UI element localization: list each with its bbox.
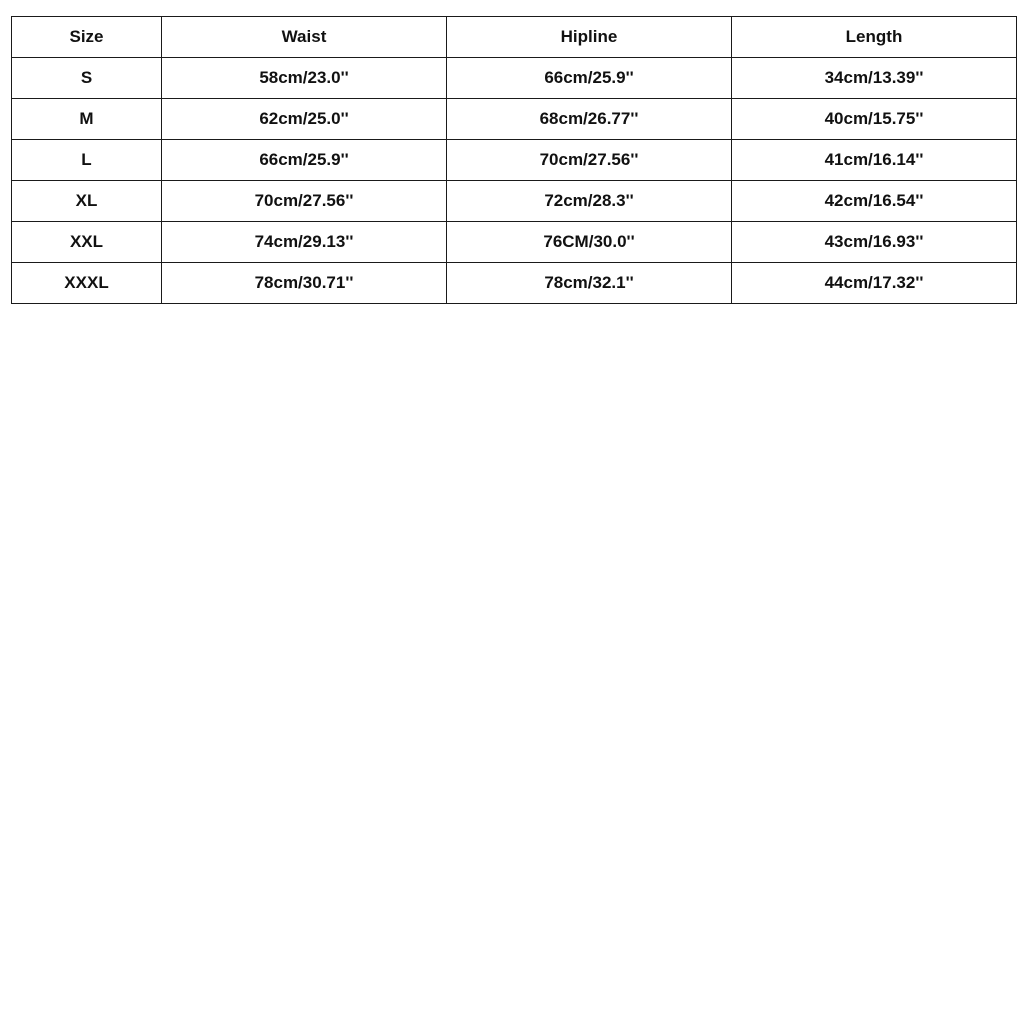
size-chart-table	[11, 16, 1017, 304]
size-cell: XXL	[12, 222, 162, 263]
hipline-cell: 66cm/25.9''	[447, 58, 732, 99]
size-cell: L	[12, 140, 162, 181]
hipline-cell: 68cm/26.77''	[447, 99, 732, 140]
size-cell: XXXL	[12, 263, 162, 304]
hipline-cell: 72cm/28.3''	[447, 181, 732, 222]
waist-cell: 70cm/27.56''	[162, 181, 447, 222]
table-row	[12, 222, 1017, 263]
length-cell: 41cm/16.14''	[732, 140, 1017, 181]
header-length: Length	[732, 17, 1017, 58]
waist-cell: 78cm/30.71''	[162, 263, 447, 304]
waist-cell: 74cm/29.13''	[162, 222, 447, 263]
size-cell: M	[12, 99, 162, 140]
table-row	[12, 140, 1017, 181]
size-cell: S	[12, 58, 162, 99]
waist-cell: 66cm/25.9''	[162, 140, 447, 181]
waist-cell: 58cm/23.0''	[162, 58, 447, 99]
length-cell: 44cm/17.32''	[732, 263, 1017, 304]
table-row	[12, 263, 1017, 304]
table-header-row	[12, 17, 1017, 58]
header-size: Size	[12, 17, 162, 58]
length-cell: 34cm/13.39''	[732, 58, 1017, 99]
size-cell: XL	[12, 181, 162, 222]
header-hipline: Hipline	[447, 17, 732, 58]
length-cell: 40cm/15.75''	[732, 99, 1017, 140]
hipline-cell: 70cm/27.56''	[447, 140, 732, 181]
hipline-cell: 76CM/30.0''	[447, 222, 732, 263]
table-row	[12, 58, 1017, 99]
table-row	[12, 181, 1017, 222]
table-row	[12, 99, 1017, 140]
header-waist: Waist	[162, 17, 447, 58]
hipline-cell: 78cm/32.1''	[447, 263, 732, 304]
length-cell: 43cm/16.93''	[732, 222, 1017, 263]
waist-cell: 62cm/25.0''	[162, 99, 447, 140]
length-cell: 42cm/16.54''	[732, 181, 1017, 222]
